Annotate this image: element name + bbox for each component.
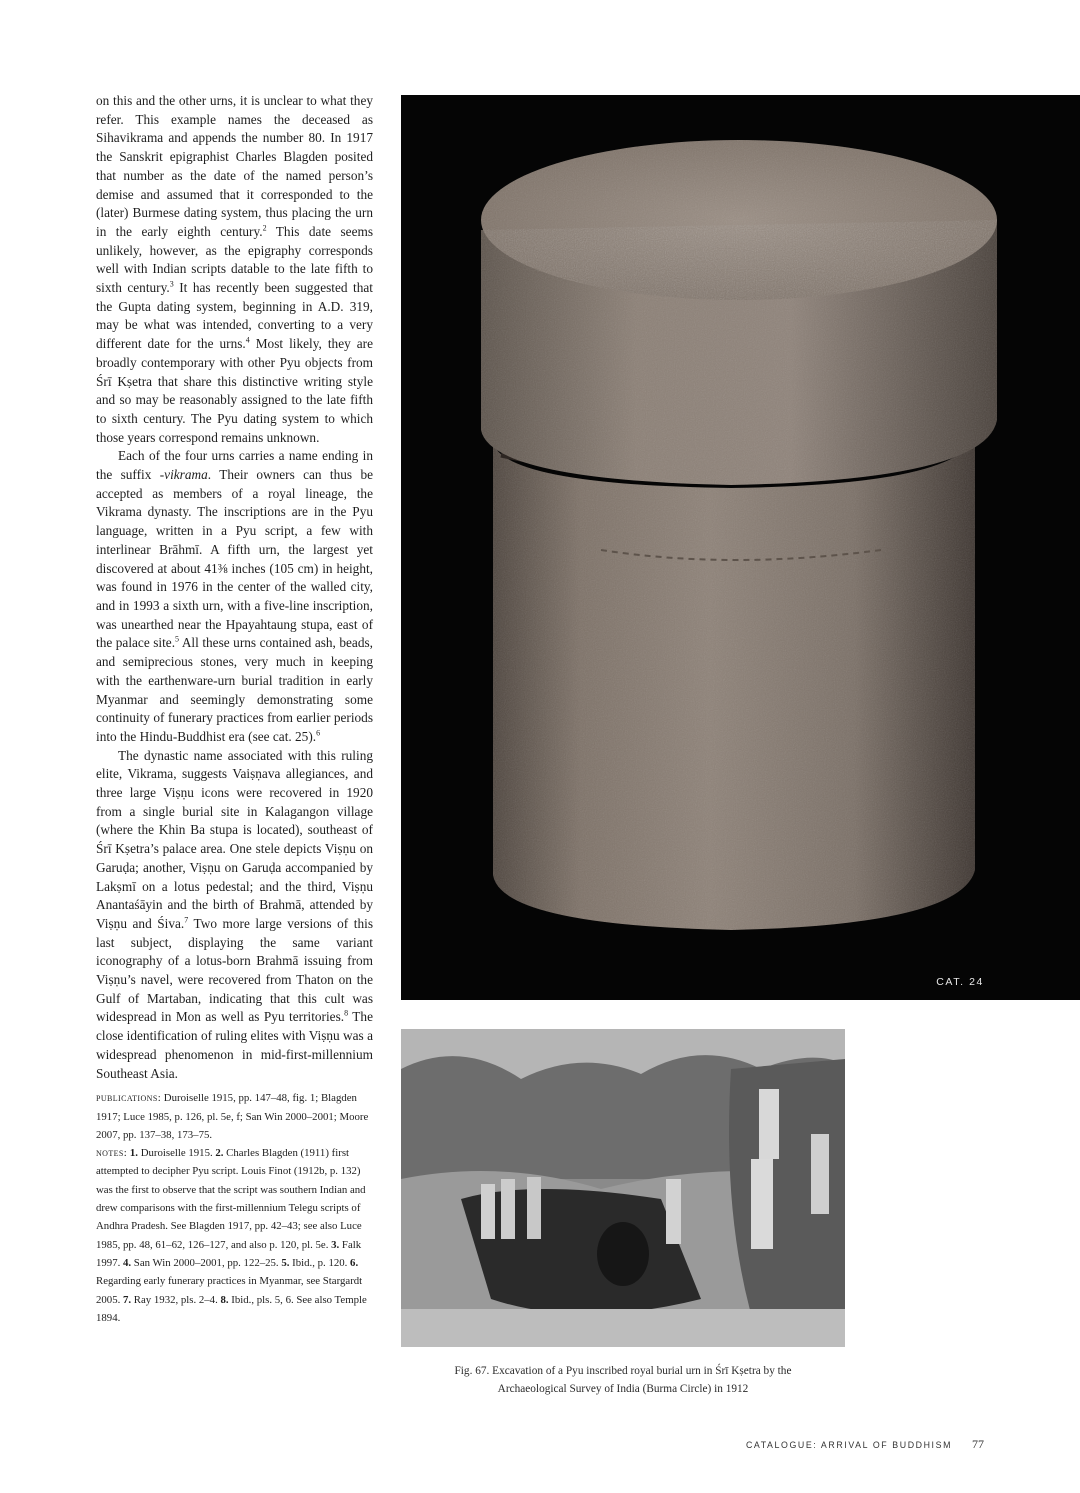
catalogue-number: CAT. 24 [936,976,984,988]
text-column [96,92,373,1327]
footnote-ref: 6 [316,728,321,738]
footnote-ref: 3 [169,279,174,289]
page-footer [746,1437,984,1452]
footnote-ref: 8 [344,1009,349,1019]
excavation-photo [401,1029,845,1347]
footnote-ref: 2 [262,223,267,233]
footnote-ref: 4 [245,335,250,345]
page-number: 77 [972,1437,984,1451]
paragraph-2: Each of the four urns carries a name ending in the suffix -vikrama. Their owners can thus be accepted as members of a royal lineage, the Vikrama dynasty. The inscriptions are in the Pyu language, written in a Pyu script, a few with interlinear Brāhmī. A fifth urn, the largest yet discovered at about 41⅜ inches (105 cm) in height, was found in 1976 in the center of the walled city, and in 1993 a sixth urn, with a five-line inscription, was unearthed near the Hpayahtaung stupa, east of the palace site.$^5$ All these urns contained ash, beads, and semiprecious stones, very much in keeping with the earthenware-urn burial tradition in early Myanmar and seemingly demonstrating some continuity of funerary practices from earlier periods into the Hindu-Buddhist era (see cat. 25).$^6$ [96,448,373,744]
running-head: CATALOGUE: ARRIVAL OF BUDDHISM [745,1440,952,1450]
urn-photo [401,95,1080,1000]
notes-section [96,1089,373,1327]
paragraph-3: The dynastic name associated with this ruling elite, Vikrama, suggests Vaiṣṇava allegiances, and three large Viṣṇu icons were recovered in 1920 from a single burial site in Kalagangon village (where the Khin Ba stupa is located), southeast of Śrī Kṣetra’s palace area. One stele depicts Viṣṇu on Garuḍa; another, Viṣṇu on Garuḍa accompanied by Lakṣmī on a lotus pedestal; and the third, Viṣṇu Anantaśāyin and the birth of Brahmā, attended by Viṣṇu and Śiva.$^7$ Two more large versions of this last subject, displaying the same variant iconography of a lotus-born Brahmā issuing from Viṣṇu’s navel, were recovered from Thaton on the Gulf of Martaban, indicating that this cult was widespread in Mon as well as Pyu territories.$^8$ The close identification of ruling elites with Viṣṇu was a widespread phenomenon in mid-first-millennium Southeast Asia. [96,747,373,1081]
footnote-ref: 7 [184,915,189,925]
stone-urn-image [401,95,1080,1000]
figure-caption: Fig. 67. Excavation of a Pyu inscribed royal burial urn in Śrī Kṣetra by the Archaeological Survey of India (Burma Circle) in 1912 [454,1365,792,1395]
notes: notes: 1. Duroiselle 1915. 2. Charles Blagden (1911) first attempted to decipher Pyu script. Louis Finot (1912b, p. 132) was the first to observe that the script was southern Indian and drew comparisons with the first-millennium Telegu scripts of Andhra Pradesh. See Blagden 1917, pp. 42–43; see also Luce 1985, pp. 48, 61–62, 126–127, and also p. 120, pl. 5e. 3. Falk 1997. 4. San Win 2000–2001, pp. 122–25. 5. Ibid., p. 120. 6. Regarding early funerary practices in Myanmar, see Stargardt 2005. 7. Ray 1932, pls. 2–4. 8. Ibid., pls. 5, 6. See also Temple 1894. [96,1147,367,1324]
excavation-scene-image [401,1029,845,1347]
footnote-ref: 5 [175,634,180,644]
publications: publications: Duroiselle 1915, pp. 147–48, fig. 1; Blagden 1917; Luce 1985, p. 126, pl. 5e, f; San Win 2000–2001; Moore 2007, pp. 137–38, 173–75. [96,1092,369,1141]
paragraph-1: on this and the other urns, it is unclear to what they refer. This example names the deceased as Sihavikrama and appends the number 80. In 1917 the Sanskrit epigraphist Charles Blagden posited that number as the date of the named person’s demise and assumed that it corresponded to the (later) Burmese dating system, thus placing the urn in the early eighth century.$^2$ This date seems unlikely, however, as the epigraphy corresponds well with Indian scripts datable to the late fifth to sixth century.$^3$ It has recently been suggested that the Gupta dating system, beginning in A.D. 319, may be what was intended, converting to a very different date for the urns.$^4$ Most likely, they are broadly contemporary with other Pyu objects from Śrī Kṣetra that share this distinctive writing style and so may be reasonably assigned to the late fifth to sixth century. The Pyu dating system to which those years correspond remains unknown. [96,93,374,445]
body-text [96,92,373,1083]
